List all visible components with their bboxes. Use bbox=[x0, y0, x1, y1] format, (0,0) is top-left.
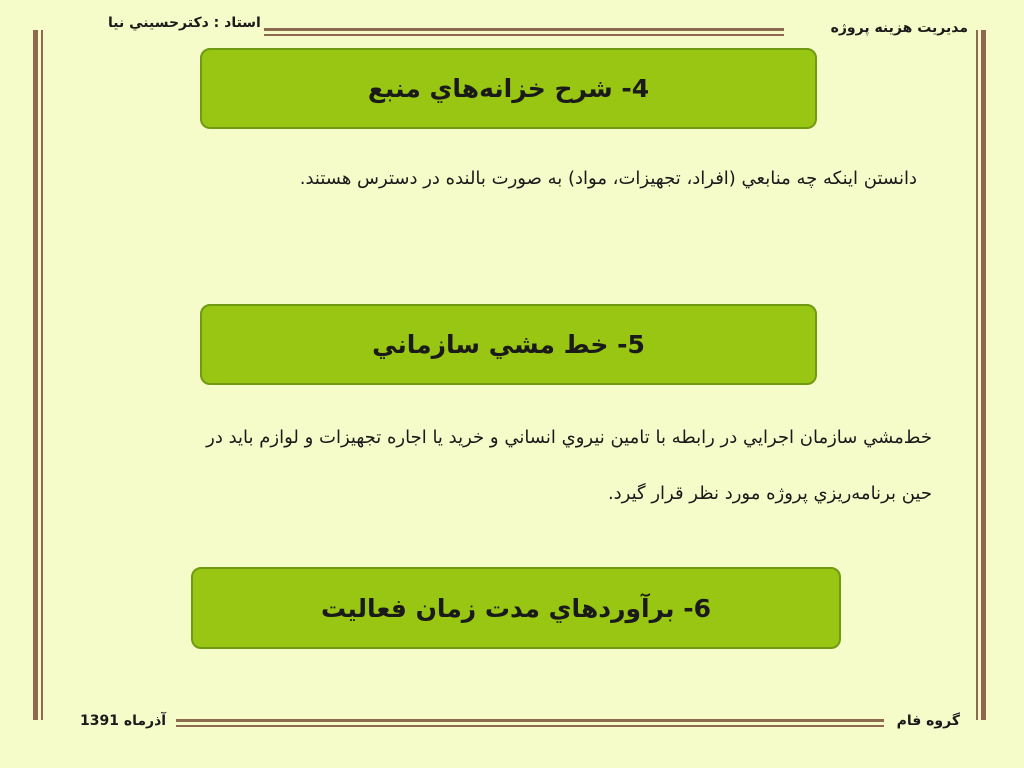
slide-header-title: مديريت هزينه پروژه bbox=[830, 20, 968, 36]
section-5-heading-box bbox=[200, 304, 817, 385]
section-6-heading-box bbox=[191, 567, 841, 649]
section-5-body-line-2: حين برنامه‌ريزي پروژه مورد نظر قرار گيرد. bbox=[607, 483, 932, 504]
section-4-heading-box bbox=[200, 48, 817, 129]
section-6-heading: 6- برآوردهاي مدت زمان فعاليت bbox=[320, 593, 712, 623]
right-border-rule bbox=[976, 30, 986, 720]
header-rule bbox=[264, 28, 784, 36]
section-4-heading: 4- شرح خزانه‌هاي منبع bbox=[367, 74, 650, 103]
footer-rule bbox=[176, 719, 884, 727]
instructor-label: استاد : دکترحسيني نيا bbox=[108, 15, 261, 31]
section-4-body: دانستن اينکه چه منابعي (افراد، تجهيزات، مواد) به صورت بالنده در دسترس هستند. bbox=[299, 168, 917, 189]
footer-date: آذرماه 1391 bbox=[80, 713, 167, 729]
footer-group-name: گروه فام bbox=[896, 713, 960, 729]
section-5-heading: 5- خط مشي سازماني bbox=[372, 330, 645, 359]
section-5-body-line-1: خط‌مشي سازمان اجرايي در رابطه با تامين نيروي انساني و خريد يا اجاره تجهيزات و لوازم بايد در bbox=[206, 427, 932, 448]
left-border-rule bbox=[33, 30, 43, 720]
